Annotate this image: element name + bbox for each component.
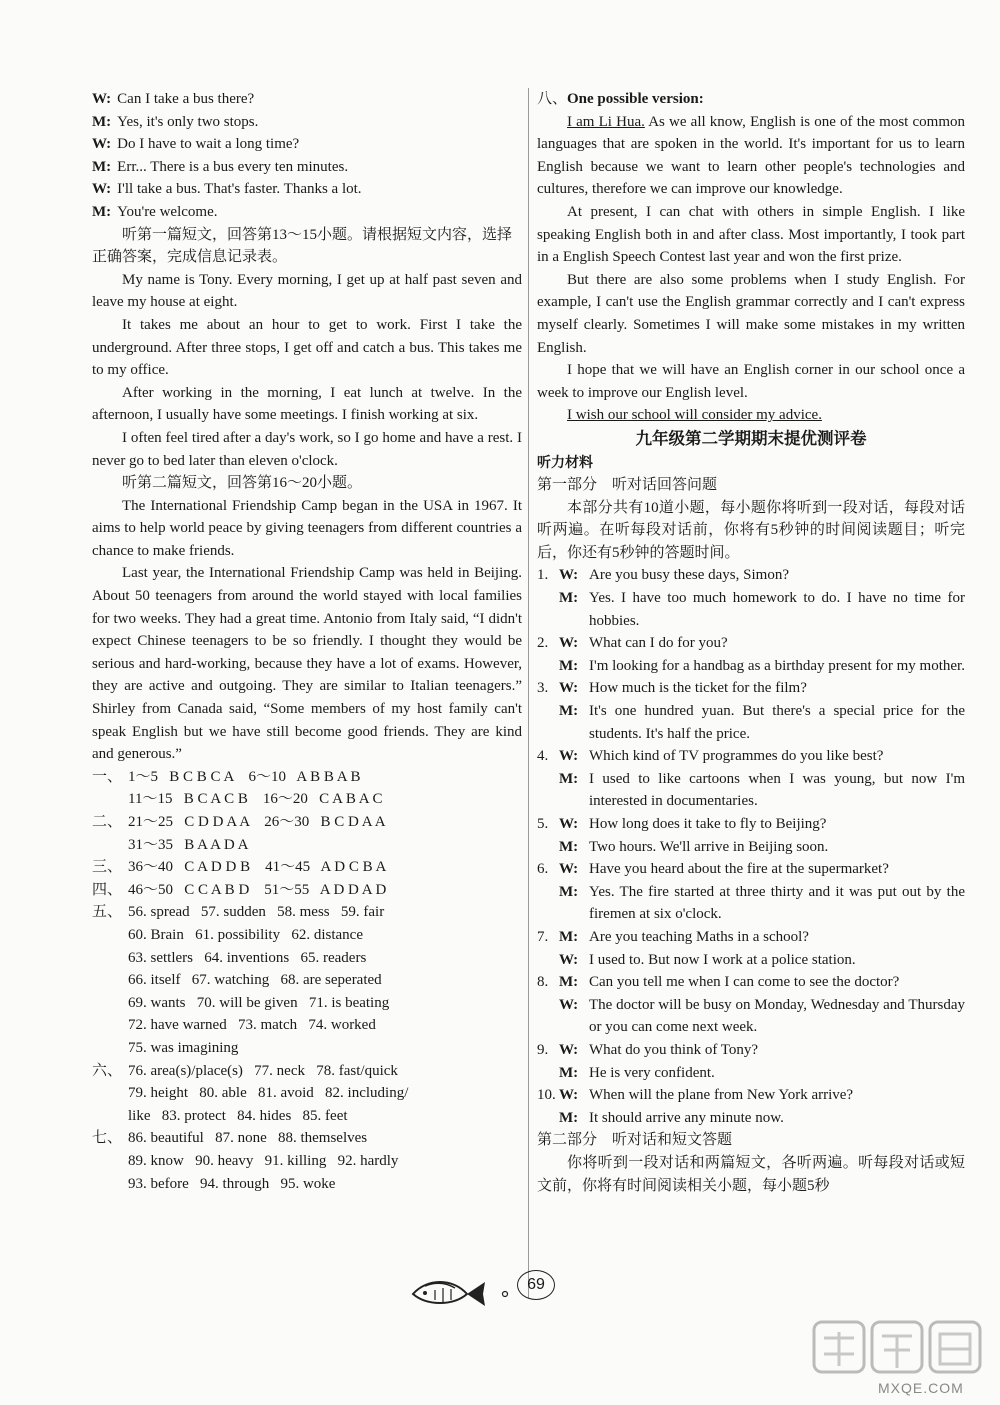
passage-paragraph: My name is Tony. Every morning, I get up at half past seven and leave my house at eight.: [92, 271, 522, 311]
answer-section-label: 六、: [92, 1062, 123, 1079]
right-column: [537, 88, 965, 1197]
dialogue-text: Do I have to wait a long time?: [117, 136, 300, 153]
speaker-label: W:: [92, 181, 112, 198]
dialogue-question-line: [537, 971, 965, 994]
dialogue-question-line: [537, 632, 965, 655]
dialogue-item: [537, 677, 965, 745]
speaker-label: W:: [559, 996, 579, 1013]
column-divider: [528, 88, 529, 1298]
dialogue-item: [537, 745, 965, 813]
essay-body: [537, 201, 965, 404]
answer-text: 63. settlers 64. inventions 65. readers: [128, 949, 367, 966]
speaker-label: W:: [92, 136, 112, 153]
essay-closing: [537, 404, 965, 427]
dialogue-labels: [559, 655, 589, 678]
fish-decoration-icon: [405, 1272, 585, 1312]
answer-text: 76. area(s)/place(s) 77. neck 78. fast/quick: [128, 1062, 398, 1079]
essay-underlined-closing: I wish our school will consider my advice.: [567, 407, 822, 424]
dialogue-line: [92, 201, 522, 224]
essay-paragraph: But there are also some problems when I study English. For example, I can't use the English grammar correctly and I can't express myself clearly. Sometimes I will make some mistakes in my written English.: [537, 271, 965, 356]
answer-line: [92, 788, 522, 811]
essay-underlined-opening: I am Li Hua.: [567, 113, 645, 130]
answer-line: [92, 1060, 522, 1083]
speaker-label: W:: [559, 861, 579, 878]
answer-text: 60. Brain 61. possibility 62. distance: [128, 926, 363, 943]
dialogue-text: I'll take a bus. That's faster. Thanks a lot.: [117, 181, 362, 198]
dialogue-question-line: [537, 926, 965, 949]
answer-text: 89. know 90. heavy 91. killing 92. hardly: [128, 1152, 399, 1169]
dialogue-question-line: [537, 1084, 965, 1107]
dialogue-text: Yes, it's only two stops.: [117, 113, 259, 130]
answer-text: 86. beautiful 87. none 88. themselves: [128, 1130, 368, 1147]
part2-instruction: 你将听到一段对话和两篇短文，各听两遍。听每段对话或短文前，你将有时间阅读相关小题，每小题5秒: [537, 1154, 965, 1194]
dialogue-answer-line: [537, 1062, 965, 1085]
speaker-label: M:: [559, 770, 579, 787]
passage2-instruction: 听第二篇短文，回答第16～20小题。: [122, 475, 363, 492]
passage-paragraph: Last year, the International Friendship Camp was held in Beijing. About 50 teenagers from around the world stayed with local families for two weeks. They had a great time. Antonio from Italy said, “I didn't expect Chinese teenagers to be so friendly. I thought they would be serious and hard-working, because they have a lot of exams. However, they are active and outgoing. They are similar to Italian teenagers.” Shirley from Canada said, “Some members of my host family can't speak English but we have still become good friends. They are kind and generous.”: [92, 565, 522, 763]
section8-title: One possible version:: [567, 91, 704, 107]
dialogue-question: What do you think of Tony?: [589, 1041, 759, 1058]
answer-line: [92, 969, 522, 992]
dialogue-top: [92, 88, 522, 224]
left-column: [92, 88, 522, 1195]
dialogue-item: [537, 1039, 965, 1084]
dialogue-question-line: [537, 677, 965, 700]
answer-section-label: 四、: [92, 881, 123, 898]
dialogue-answer-line: [537, 768, 965, 813]
dialogue-number: 2.: [537, 635, 549, 652]
dialogue-item: [537, 813, 965, 858]
answer-line: [92, 1150, 522, 1173]
dialogue-labels: [537, 632, 589, 655]
answer-section-label: 一、: [92, 768, 123, 785]
speaker-label: M:: [559, 1064, 579, 1081]
answer-text: 1～5 B C B C A 6～10 A B B A B: [128, 768, 361, 785]
dialogue-number: 9.: [537, 1041, 549, 1058]
dialogue-answer: He is very confident.: [589, 1064, 715, 1081]
listening-material-heading: 听力材料: [537, 454, 593, 471]
speaker-label: M:: [559, 838, 579, 855]
dialogue-question-line: [537, 564, 965, 587]
essay-paragraph: At present, I can chat with others in simple English. I like speaking English both in and after class. Most importantly, I took part in a English Speech Contest last year and won the first prize.: [537, 203, 965, 266]
speaker-label: W:: [92, 91, 112, 107]
dialogue-labels: [537, 858, 589, 881]
speaker-label: W:: [559, 635, 579, 652]
speaker-label: M:: [559, 703, 579, 720]
dialogue-answer: It should arrive any minute now.: [589, 1109, 784, 1126]
dialogue-number: 7.: [537, 928, 549, 945]
dialogue-line: [92, 111, 522, 134]
answer-line: [92, 924, 522, 947]
passage-paragraph: I often feel tired after a day's work, so I go home and have a rest. I never go to bed later than eleven o'clock.: [92, 429, 522, 469]
dialogue-labels: [559, 700, 589, 745]
dialogue-answer-line: [537, 836, 965, 859]
answer-line: [92, 766, 522, 789]
part1-title: 第一部分 听对话回答问题: [537, 477, 718, 494]
answer-line: [92, 1037, 522, 1060]
dialogue-labels: [537, 926, 589, 949]
dialogue-question: What can I do for you?: [589, 635, 728, 652]
dialogue-line: [92, 156, 522, 179]
dialogue-labels: [559, 994, 589, 1039]
answer-text: 31～35 B A A D A: [128, 836, 249, 853]
part1-instruction: 本部分共有10道小题，每小题你将听到一段对话，每段对话听两遍。在听每段对话前，你将有5秒钟的时间阅读题目；听完后，你还有5秒钟的答题时间。: [537, 499, 965, 561]
essay-paragraph: [537, 111, 965, 201]
answer-text: 93. before 94. through 95. woke: [128, 1175, 336, 1192]
answer-line: [92, 1105, 522, 1128]
dialogue-number: 6.: [537, 861, 549, 878]
answer-line: [92, 856, 522, 879]
answer-section-label: 二、: [92, 814, 123, 830]
answer-text: like 83. protect 84. hides 85. feet: [128, 1107, 348, 1124]
speaker-label: M:: [559, 974, 579, 991]
passage1-instruction: 听第一篇短文，回答第13～15小题。请根据短文内容，选择正确答案，完成信息记录表。: [92, 226, 513, 266]
dialogue-labels: [559, 1107, 589, 1130]
passage2: [92, 495, 522, 766]
passage1: [92, 269, 522, 472]
dialogue-list: [537, 564, 965, 1129]
speaker-label: W:: [559, 680, 579, 697]
answer-text: 36～40 C A D D B 41～45 A D C B A: [128, 859, 387, 876]
answer-text: 72. have warned 73. match 74. worked: [128, 1017, 376, 1034]
answer-line: [92, 992, 522, 1015]
dialogue-item: [537, 971, 965, 1039]
answer-text: 69. wants 70. will be given 71. is beating: [128, 994, 390, 1011]
dialogue-labels: [559, 768, 589, 813]
dialogue-item: [537, 926, 965, 971]
answer-line: [92, 879, 522, 902]
passage-paragraph: The International Friendship Camp began in the USA in 1967. It aims to help world peace by giving teenagers from different countries a chance to make friends.: [92, 497, 522, 559]
dialogue-answer-line: [537, 587, 965, 632]
dialogue-question: When will the plane from New York arrive?: [589, 1087, 854, 1104]
dialogue-question: How long does it take to fly to Beijing?: [589, 816, 827, 832]
dialogue-question: How much is the ticket for the film?: [589, 680, 807, 697]
dialogue-question: Can you tell me when I can come to see the doctor?: [589, 974, 900, 991]
speaker-label: W:: [559, 1041, 579, 1058]
dialogue-labels: [537, 971, 589, 994]
answer-section-label: 五、: [92, 904, 123, 921]
speaker-label: M:: [92, 203, 112, 220]
watermark-text: MXQE.COM: [878, 1380, 964, 1396]
dialogue-text: You're welcome.: [117, 203, 218, 220]
dialogue-question: Have you heard about the fire at the supermarket?: [589, 861, 889, 878]
answer-text: 66. itself 67. watching 68. are seperated: [128, 972, 382, 989]
answer-text: 75. was imagining: [128, 1039, 239, 1056]
dialogue-number: 1.: [537, 567, 549, 584]
dialogue-labels: [559, 587, 589, 632]
speaker-label: M:: [559, 590, 579, 607]
dialogue-item: [537, 1084, 965, 1129]
dialogue-answer-line: [537, 994, 965, 1039]
dialogue-item: [537, 632, 965, 677]
section8-label: 八、: [537, 91, 568, 107]
part2-title: 第二部分 听对话和短文答题: [537, 1132, 733, 1149]
speaker-label: M:: [559, 928, 579, 945]
speaker-label: M:: [559, 657, 579, 674]
dialogue-answer-line: [537, 949, 965, 972]
section8-heading: [537, 88, 965, 111]
passage-paragraph: It takes me about an hour to get to work. First I take the underground. After three stops, I get off and catch a bus. This takes me to my office.: [92, 316, 522, 379]
essay-paragraph: I hope that we will have an English corner in our school once a week to improve our English level.: [537, 362, 965, 401]
passage-paragraph: After working in the morning, I eat lunch at twelve. In the afternoon, I usually have some meetings. I finish working at six.: [92, 384, 522, 424]
dialogue-text: Err... There is a bus every ten minutes.: [117, 158, 349, 175]
dialogue-answer: The doctor will be busy on Monday, Wednesday and Thursday or you can come next week.: [589, 996, 965, 1036]
dialogue-answer: Two hours. We'll arrive in Beijing soon.: [589, 838, 829, 855]
essay-opening-rest: As we all know, English is one of the most common languages that are spoken in the world. It's important for us to learn English because we want to learn other people's technologies and cultures, therefore we can improve our knowledge.: [537, 113, 965, 198]
answer-line: [92, 1127, 522, 1150]
dialogue-labels: [559, 881, 589, 926]
speaker-label: M:: [559, 883, 579, 900]
dialogue-number: 4.: [537, 748, 549, 765]
dialogue-answer: I used to. But now I work at a police station.: [589, 951, 856, 968]
answer-line: [92, 834, 522, 857]
answer-text: 11～15 B C A C B 16～20 C A B A C: [128, 791, 383, 808]
answer-line: [92, 1014, 522, 1037]
dialogue-question-line: [537, 745, 965, 768]
dialogue-labels: [537, 745, 589, 768]
dialogue-labels: [537, 813, 589, 836]
answer-text: 46～50 C C A B D 51～55 A D D A D: [128, 881, 387, 898]
dialogue-line: [92, 178, 522, 201]
dialogue-labels: [537, 677, 589, 700]
dialogue-answer: Yes. The fire started at three thirty and it was put out by the firemen at six o'clock.: [589, 883, 965, 923]
dialogue-number: 8.: [537, 974, 549, 991]
answer-line: [92, 901, 522, 924]
dialogue-question-line: [537, 1039, 965, 1062]
speaker-label: W:: [559, 567, 579, 584]
answer-text: 21～25 C D D A A 26～30 B C D A A: [128, 814, 386, 830]
dialogue-question-line: [537, 813, 965, 836]
dialogue-question-line: [537, 858, 965, 881]
answer-section-label: 七、: [92, 1130, 123, 1147]
dialogue-item: [537, 564, 965, 632]
page-number: 69: [517, 1270, 555, 1300]
answer-text: 56. spread 57. sudden 58. mess 59. fair: [128, 904, 385, 921]
answer-key: [92, 766, 522, 1195]
dialogue-number: 3.: [537, 680, 549, 697]
dialogue-question: Are you busy these days, Simon?: [589, 567, 789, 584]
speaker-label: W:: [559, 951, 579, 968]
speaker-label: W:: [559, 1087, 579, 1104]
dialogue-labels: [537, 564, 589, 587]
dialogue-answer-line: [537, 881, 965, 926]
dialogue-line: [92, 133, 522, 156]
speaker-label: M:: [92, 158, 112, 175]
dialogue-item: [537, 858, 965, 926]
dialogue-text: Can I take a bus there?: [117, 91, 255, 107]
answer-section-label: 三、: [92, 859, 123, 876]
dialogue-line: [92, 88, 522, 111]
dialogue-labels: [537, 1084, 589, 1107]
dialogue-answer: I'm looking for a handbag as a birthday present for my mother.: [589, 657, 965, 674]
dialogue-labels: [559, 949, 589, 972]
dialogue-answer-line: [537, 1107, 965, 1130]
dialogue-answer: It's one hundred yuan. But there's a special price for the students. It's half the price.: [589, 703, 965, 742]
answer-line: [92, 1173, 522, 1196]
speaker-label: W:: [559, 748, 579, 765]
speaker-label: W:: [559, 816, 579, 832]
dialogue-question: Are you teaching Maths in a school?: [589, 928, 809, 945]
answer-line: [92, 947, 522, 970]
dialogue-question: Which kind of TV programmes do you like best?: [589, 748, 884, 765]
dialogue-number: 10.: [537, 1087, 556, 1104]
answer-line: [92, 811, 522, 834]
dialogue-labels: [559, 1062, 589, 1085]
dialogue-number: 5.: [537, 816, 549, 832]
dialogue-labels: [559, 836, 589, 859]
dialogue-answer: Yes. I have too much homework to do. I have no time for hobbies.: [589, 590, 965, 629]
dialogue-answer-line: [537, 700, 965, 745]
answer-line: [92, 1082, 522, 1105]
answer-text: 79. height 80. able 81. avoid 82. including/: [128, 1085, 409, 1102]
exam-title: 九年级第二学期期末提优测评卷: [635, 428, 867, 448]
speaker-label: M:: [559, 1109, 579, 1126]
speaker-label: M:: [92, 113, 112, 130]
dialogue-answer-line: [537, 655, 965, 678]
dialogue-labels: [537, 1039, 589, 1062]
dialogue-answer: I used to like cartoons when I was young, but now I'm interested in documentaries.: [589, 770, 965, 810]
